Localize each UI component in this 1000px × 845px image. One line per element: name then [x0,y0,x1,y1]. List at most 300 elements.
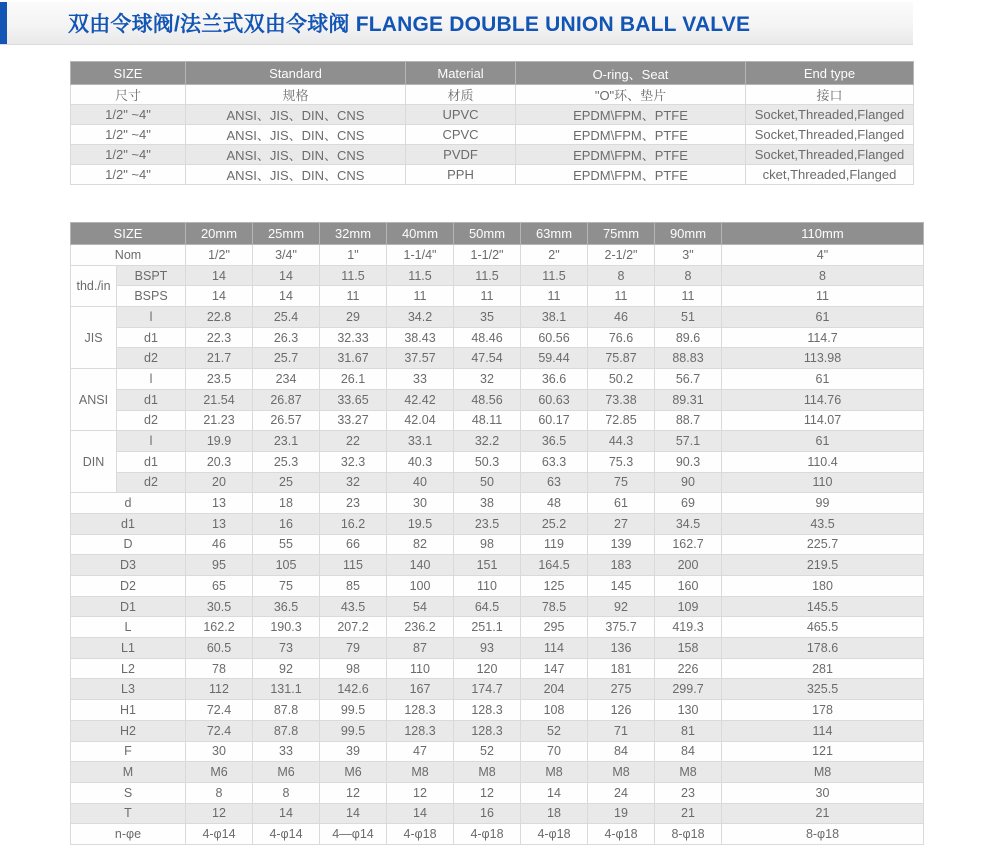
cell: 14 [253,803,320,824]
cell: 24 [588,782,655,803]
cell: 65 [186,576,253,597]
table-row [71,165,914,185]
cell: 98 [454,534,521,555]
cell: 54 [387,596,454,617]
cell: 43.5 [320,596,387,617]
cell: 75 [588,472,655,493]
cell: 33.27 [320,410,387,431]
table-row [71,720,924,741]
cell: 40.3 [387,451,454,472]
cell: 145.5 [722,596,924,617]
cell: 31.67 [320,348,387,369]
spec-table [70,61,914,185]
cell: 11 [320,286,387,307]
column-header: SIZE [71,62,186,85]
cell: 52 [521,720,588,741]
table-row [71,658,924,679]
row-label: D [71,534,186,555]
table-row [71,741,924,762]
cell: 1/2" ~4" [71,105,186,125]
row-label: Nom [71,245,186,266]
cell: 4-φ18 [588,824,655,845]
cell: 110.4 [722,451,924,472]
cell: 25.4 [253,307,320,328]
cell: 11 [588,286,655,307]
cell: 40 [387,472,454,493]
cell: 8 [722,265,924,286]
cell: 11 [521,286,588,307]
cell: 108 [521,700,588,721]
table-row [71,534,924,555]
cell: M6 [186,762,253,783]
row-label: d2 [117,348,186,369]
table-row [71,145,914,165]
row-label: D1 [71,596,186,617]
cell: 130 [655,700,722,721]
section-label: ANSI [71,369,117,431]
cell: 20.3 [186,451,253,472]
cell: 174.7 [454,679,521,700]
cell: M8 [521,762,588,783]
cell: 13 [186,493,253,514]
cell: 33 [387,369,454,390]
cell: 30 [186,741,253,762]
cell: 190.3 [253,617,320,638]
cell: 84 [655,741,722,762]
cell: 158 [655,638,722,659]
table-row [71,638,924,659]
cell: 34.2 [387,307,454,328]
table-row [71,265,924,286]
cell: 236.2 [387,617,454,638]
cell: 14 [186,286,253,307]
cell: 30 [387,493,454,514]
cell: 2-1/2" [588,245,655,266]
cell: 85 [320,576,387,597]
cell: 61 [722,307,924,328]
cell: 207.2 [320,617,387,638]
cell: 8-φ18 [655,824,722,845]
cell: 50.2 [588,369,655,390]
cell: 110 [454,576,521,597]
cell: 8 [186,782,253,803]
cell: 8-φ18 [722,824,924,845]
cell: 20 [186,472,253,493]
spec-subheader-row [71,85,914,105]
cell: cket,Threaded,Flanged [746,165,914,185]
cell: 8 [253,782,320,803]
column-header: 50mm [454,223,521,245]
row-label: H1 [71,700,186,721]
cell: 11 [454,286,521,307]
cell: 43.5 [722,513,924,534]
table-row [71,493,924,514]
row-label: l [117,307,186,328]
cell: 4-φ18 [387,824,454,845]
cell: 21 [655,803,722,824]
table-row [71,513,924,534]
cell: 36.6 [521,369,588,390]
cell: 61 [722,431,924,452]
cell: 89.31 [655,389,722,410]
cell: UPVC [406,105,516,125]
cell: 178 [722,700,924,721]
cell: 92 [253,658,320,679]
cell: 99 [722,493,924,514]
cell: 4-φ18 [454,824,521,845]
cell: EPDM\FPM、PTFE [516,125,746,145]
cell: 100 [387,576,454,597]
row-label: T [71,803,186,824]
cell: M8 [387,762,454,783]
cell: 46 [186,534,253,555]
cell: 151 [454,555,521,576]
cell: 75.3 [588,451,655,472]
table-row [71,596,924,617]
cell: 18 [521,803,588,824]
cell: M8 [655,762,722,783]
row-label: BSPS [117,286,186,307]
table-row [71,410,924,431]
cell: 1/2" [186,245,253,266]
cell: 72.85 [588,410,655,431]
cell: 39 [320,741,387,762]
row-label: d2 [117,410,186,431]
table-row [71,824,924,845]
column-subheader: 接口 [746,85,914,105]
cell: M8 [588,762,655,783]
cell: 95 [186,555,253,576]
cell: M8 [722,762,924,783]
cell: 225.7 [722,534,924,555]
column-header: 63mm [521,223,588,245]
cell: 82 [387,534,454,555]
table-row [71,803,924,824]
cell: 114.7 [722,327,924,348]
row-label: D2 [71,576,186,597]
cell: 120 [454,658,521,679]
cell: 33 [253,741,320,762]
cell: 128.3 [387,700,454,721]
cell: 4-φ14 [186,824,253,845]
cell: ANSI、JIS、DIN、CNS [186,165,406,185]
cell: ANSI、JIS、DIN、CNS [186,105,406,125]
cell: 63 [521,472,588,493]
cell: 200 [655,555,722,576]
cell: CPVC [406,125,516,145]
column-header-size: SIZE [71,223,186,245]
catalog-page [0,2,1000,845]
cell: 32 [454,369,521,390]
cell: 12 [387,782,454,803]
cell: 84 [588,741,655,762]
cell: 1-1/2" [454,245,521,266]
cell: Socket,Threaded,Flanged [746,105,914,125]
cell: 11 [387,286,454,307]
column-header: 20mm [186,223,253,245]
row-label: S [71,782,186,803]
cell: 180 [722,576,924,597]
cell: 72.4 [186,700,253,721]
cell: 22.8 [186,307,253,328]
cell: 51 [655,307,722,328]
cell: 88.83 [655,348,722,369]
cell: ANSI、JIS、DIN、CNS [186,125,406,145]
cell: 14 [521,782,588,803]
cell: 16 [454,803,521,824]
table-row [71,472,924,493]
cell: 3/4" [253,245,320,266]
cell: ANSI、JIS、DIN、CNS [186,145,406,165]
cell: 1/2" ~4" [71,165,186,185]
cell: 128.3 [454,700,521,721]
cell: 63.3 [521,451,588,472]
cell: 375.7 [588,617,655,638]
cell: 60.17 [521,410,588,431]
cell: EPDM\FPM、PTFE [516,105,746,125]
cell: 92 [588,596,655,617]
cell: 48.11 [454,410,521,431]
cell: 4" [722,245,924,266]
cell: 50 [454,472,521,493]
row-label: M [71,762,186,783]
cell: 119 [521,534,588,555]
page-title-zh: 双由令球阀/法兰式双由令球阀 [68,13,350,36]
cell: 33.65 [320,389,387,410]
cell: 30 [722,782,924,803]
cell: 25.7 [253,348,320,369]
table-row [71,700,924,721]
cell: 73 [253,638,320,659]
cell: 69 [655,493,722,514]
cell: 23.1 [253,431,320,452]
cell: 112 [186,679,253,700]
cell: 204 [521,679,588,700]
cell: 99.5 [320,720,387,741]
cell: 87.8 [253,720,320,741]
row-label: l [117,369,186,390]
table-row [71,617,924,638]
cell: 22.3 [186,327,253,348]
cell: 109 [655,596,722,617]
cell: 105 [253,555,320,576]
cell: 11 [655,286,722,307]
cell: 114.76 [722,389,924,410]
cell: 90 [655,472,722,493]
row-label: L1 [71,638,186,659]
cell: 8 [655,265,722,286]
cell: 90.3 [655,451,722,472]
table-row [71,762,924,783]
cell: 26.1 [320,369,387,390]
cell: 72.4 [186,720,253,741]
cell: M8 [454,762,521,783]
cell: 52 [454,741,521,762]
cell: 1-1/4" [387,245,454,266]
cell: 25 [253,472,320,493]
cell: 16 [253,513,320,534]
cell: 42.04 [387,410,454,431]
cell: 81 [655,720,722,741]
cell: 26.87 [253,389,320,410]
row-label: l [117,431,186,452]
table-row [71,307,924,328]
row-label: d1 [71,513,186,534]
cell: 299.7 [655,679,722,700]
cell: 44.3 [588,431,655,452]
cell: 36.5 [253,596,320,617]
cell: 226 [655,658,722,679]
table-row [71,431,924,452]
cell: 23 [655,782,722,803]
cell: 32.3 [320,451,387,472]
cell: 57.1 [655,431,722,452]
table-row [71,369,924,390]
cell: 38.1 [521,307,588,328]
row-label: d1 [117,389,186,410]
row-label: L3 [71,679,186,700]
column-subheader: 规格 [186,85,406,105]
cell: 73.38 [588,389,655,410]
cell: 36.5 [521,431,588,452]
cell: 3" [655,245,722,266]
cell: 60.56 [521,327,588,348]
cell: 295 [521,617,588,638]
section-label: JIS [71,307,117,369]
cell: 19.9 [186,431,253,452]
cell: 59.44 [521,348,588,369]
table-row [71,125,914,145]
cell: 178.6 [722,638,924,659]
cell: 21.23 [186,410,253,431]
cell: 25.2 [521,513,588,534]
cell: 136 [588,638,655,659]
cell: 145 [588,576,655,597]
cell: 11.5 [521,265,588,286]
cell: 12 [454,782,521,803]
cell: 12 [186,803,253,824]
column-header: 110mm [722,223,924,245]
cell: 27 [588,513,655,534]
cell: 78.5 [521,596,588,617]
cell: 114 [722,720,924,741]
cell: 87 [387,638,454,659]
cell: 1/2" ~4" [71,145,186,165]
cell: 4-φ14 [253,824,320,845]
cell: EPDM\FPM、PTFE [516,165,746,185]
cell: 4—φ14 [320,824,387,845]
column-header: Standard [186,62,406,85]
cell: EPDM\FPM、PTFE [516,145,746,165]
cell: 114.07 [722,410,924,431]
cell: 4-φ18 [521,824,588,845]
cell: 14 [253,265,320,286]
cell: 75 [253,576,320,597]
cell: 66 [320,534,387,555]
table-row [71,286,924,307]
row-label: d1 [117,451,186,472]
cell: 87.8 [253,700,320,721]
cell: 33.1 [387,431,454,452]
cell: 21.7 [186,348,253,369]
column-header: 32mm [320,223,387,245]
cell: 18 [253,493,320,514]
cell: 60.63 [521,389,588,410]
cell: 48 [521,493,588,514]
cell: 78 [186,658,253,679]
column-header: 90mm [655,223,722,245]
row-label: d2 [117,472,186,493]
cell: 25.3 [253,451,320,472]
row-label: BSPT [117,265,186,286]
column-header: O-ring、Seat [516,62,746,85]
cell: 42.42 [387,389,454,410]
table-row [71,348,924,369]
cell: 139 [588,534,655,555]
cell: 61 [722,369,924,390]
cell: 162.7 [655,534,722,555]
cell: 32 [320,472,387,493]
column-subheader: 材质 [406,85,516,105]
table-row [71,679,924,700]
cell: 160 [655,576,722,597]
column-subheader: "O"环、垫片 [516,85,746,105]
cell: 55 [253,534,320,555]
cell: PPH [406,165,516,185]
cell: 14 [320,803,387,824]
table-row [71,327,924,348]
cell: 21.54 [186,389,253,410]
cell: M6 [320,762,387,783]
cell: 48.46 [454,327,521,348]
cell: 88.7 [655,410,722,431]
cell: 113.98 [722,348,924,369]
cell: 1" [320,245,387,266]
cell: 75.87 [588,348,655,369]
cell: 26.3 [253,327,320,348]
cell: 29 [320,307,387,328]
page-title-en: FLANGE DOUBLE UNION BALL VALVE [355,13,751,36]
cell: 110 [387,658,454,679]
cell: 14 [186,265,253,286]
row-label: d1 [117,327,186,348]
cell: 1/2" ~4" [71,125,186,145]
cell: 47 [387,741,454,762]
cell: 465.5 [722,617,924,638]
row-label: D3 [71,555,186,576]
cell: 32.2 [454,431,521,452]
cell: 142.6 [320,679,387,700]
cell: 60.5 [186,638,253,659]
cell: M6 [253,762,320,783]
cell: 19 [588,803,655,824]
cell: 71 [588,720,655,741]
dim-header-row [71,223,924,245]
cell: 121 [722,741,924,762]
cell: 37.57 [387,348,454,369]
cell: 16.2 [320,513,387,534]
cell: 12 [320,782,387,803]
cell: 8 [588,265,655,286]
table-row [71,389,924,410]
cell: 110 [722,472,924,493]
cell: 131.1 [253,679,320,700]
cell: 79 [320,638,387,659]
cell: 47.54 [454,348,521,369]
cell: 325.5 [722,679,924,700]
cell: 125 [521,576,588,597]
cell: 2" [521,245,588,266]
